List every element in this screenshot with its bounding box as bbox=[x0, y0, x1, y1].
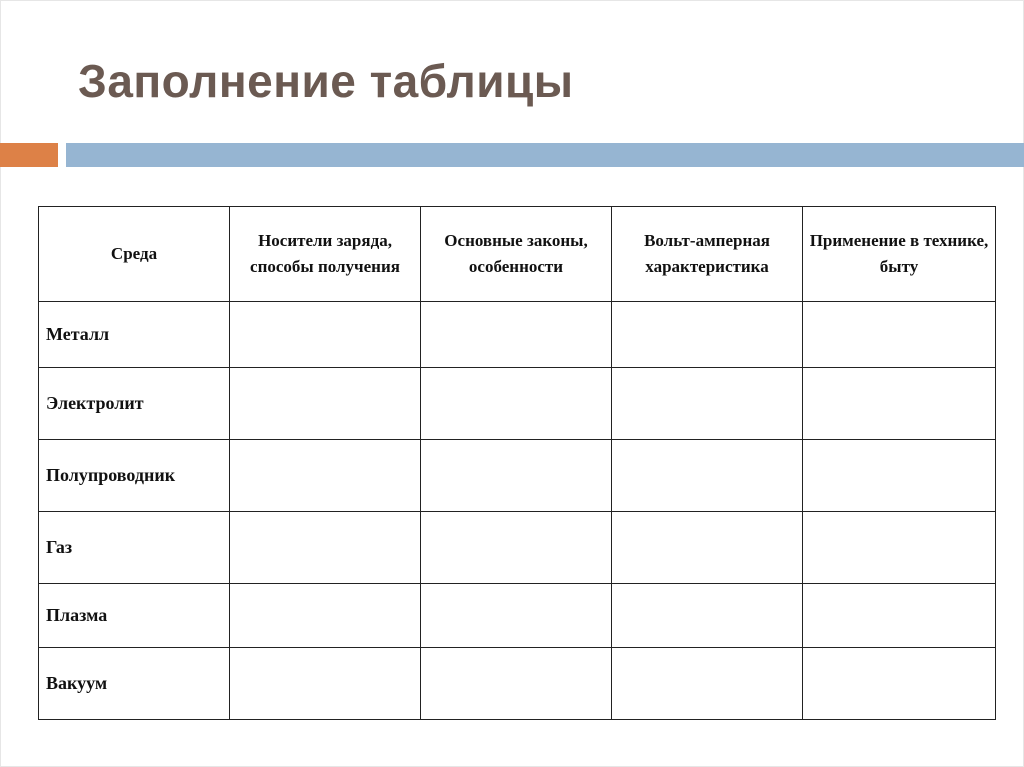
table-header-row bbox=[39, 207, 996, 302]
empty-cell[interactable] bbox=[421, 512, 612, 584]
empty-cell[interactable] bbox=[803, 648, 996, 720]
empty-cell[interactable] bbox=[803, 584, 996, 648]
orange-accent-bar bbox=[0, 143, 58, 167]
empty-cell[interactable] bbox=[421, 648, 612, 720]
table-row bbox=[39, 648, 996, 720]
fill-in-table bbox=[38, 206, 996, 720]
row-label-semiconductor: Полупроводник bbox=[39, 440, 230, 512]
empty-cell[interactable] bbox=[612, 512, 803, 584]
blue-accent-bar bbox=[66, 143, 1024, 167]
empty-cell[interactable] bbox=[230, 584, 421, 648]
empty-cell[interactable] bbox=[230, 368, 421, 440]
empty-cell[interactable] bbox=[421, 302, 612, 368]
header-main-laws: Основные законы, особенности bbox=[421, 207, 612, 302]
table-row bbox=[39, 368, 996, 440]
empty-cell[interactable] bbox=[612, 440, 803, 512]
empty-cell[interactable] bbox=[230, 512, 421, 584]
table-row bbox=[39, 584, 996, 648]
empty-cell[interactable] bbox=[421, 368, 612, 440]
table-row bbox=[39, 440, 996, 512]
table-row bbox=[39, 302, 996, 368]
header-medium: Среда bbox=[39, 207, 230, 302]
header-application: Применение в технике, быту bbox=[803, 207, 996, 302]
header-volt-ampere: Вольт-амперная характеристика bbox=[612, 207, 803, 302]
header-charge-carriers: Носители заряда, способы получения bbox=[230, 207, 421, 302]
row-label-gas: Газ bbox=[39, 512, 230, 584]
row-label-plasma: Плазма bbox=[39, 584, 230, 648]
empty-cell[interactable] bbox=[803, 512, 996, 584]
empty-cell[interactable] bbox=[421, 584, 612, 648]
empty-cell[interactable] bbox=[230, 302, 421, 368]
slide-title: Заполнение таблицы bbox=[78, 55, 574, 107]
table-row bbox=[39, 512, 996, 584]
row-label-metal: Металл bbox=[39, 302, 230, 368]
empty-cell[interactable] bbox=[612, 648, 803, 720]
empty-cell[interactable] bbox=[803, 368, 996, 440]
empty-cell[interactable] bbox=[612, 584, 803, 648]
empty-cell[interactable] bbox=[803, 302, 996, 368]
empty-cell[interactable] bbox=[230, 648, 421, 720]
row-label-electrolyte: Электролит bbox=[39, 368, 230, 440]
row-label-vacuum: Вакуум bbox=[39, 648, 230, 720]
empty-cell[interactable] bbox=[421, 440, 612, 512]
empty-cell[interactable] bbox=[612, 368, 803, 440]
empty-cell[interactable] bbox=[612, 302, 803, 368]
empty-cell[interactable] bbox=[803, 440, 996, 512]
empty-cell[interactable] bbox=[230, 440, 421, 512]
